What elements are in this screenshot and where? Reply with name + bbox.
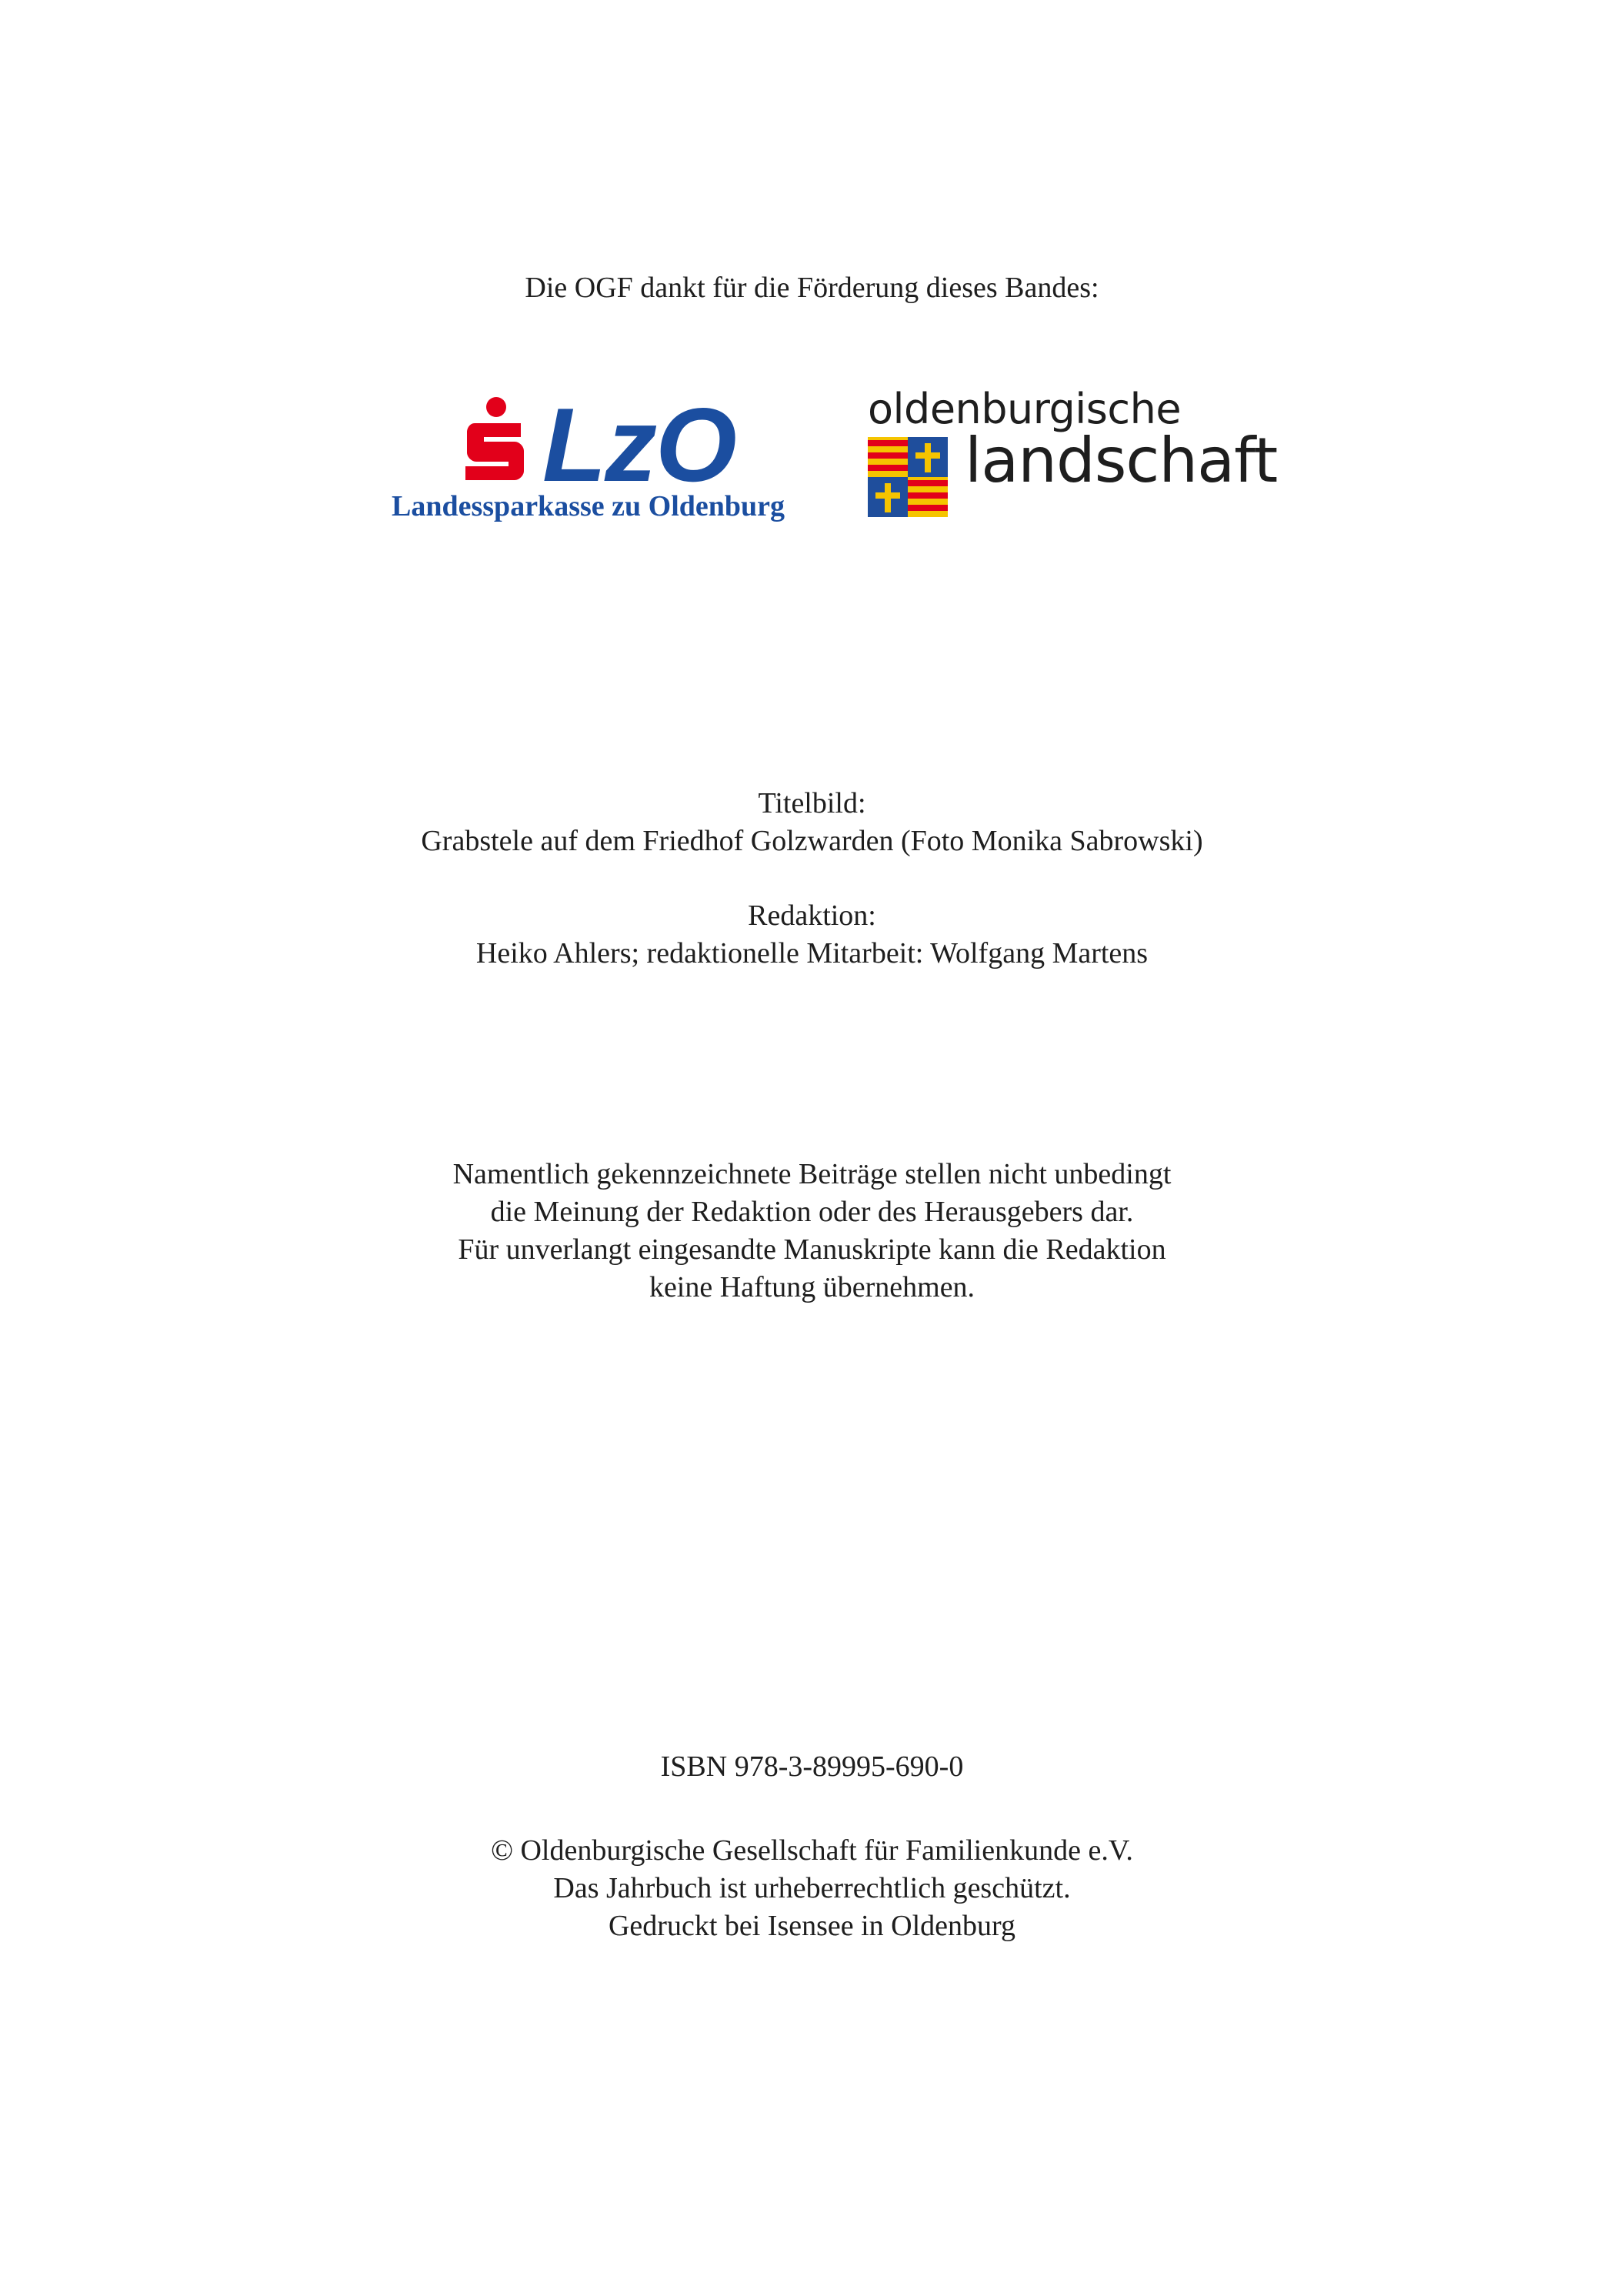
lzo-subline: Landessparkasse zu Oldenburg bbox=[392, 490, 785, 522]
disclaimer-line: keine Haftung übernehmen. bbox=[649, 1271, 975, 1303]
lzo-logo bbox=[388, 386, 789, 529]
oldenburgische-landschaft-logo bbox=[868, 385, 1278, 531]
disclaimer bbox=[0, 1156, 1624, 1307]
cover-text: Grabstele auf dem Friedhof Golzwarden (Foto Monika Sabrowski) bbox=[421, 825, 1203, 857]
landschaft-line2: landschaft bbox=[965, 425, 1278, 496]
imprint bbox=[0, 1832, 1624, 1945]
sponsor-thanks-line: Die OGF dankt für die Förderung dieses Bandes: bbox=[525, 272, 1099, 304]
sparkasse-s-icon bbox=[462, 397, 529, 482]
editorial-heading: Redaktion: bbox=[748, 899, 876, 932]
cover-credit bbox=[0, 785, 1624, 860]
disclaimer-line: die Meinung der Redaktion oder des Herausgebers dar. bbox=[490, 1196, 1134, 1228]
imprint-line: Das Jahrbuch ist urheberrechtlich geschützt. bbox=[553, 1872, 1071, 1904]
isbn: ISBN 978-3-89995-690-0 bbox=[660, 1750, 964, 1783]
imprint-line: Gedruckt bei Isensee in Oldenburg bbox=[608, 1910, 1016, 1942]
disclaimer-line: Namentlich gekennzeichnete Beiträge stellen nicht unbedingt bbox=[452, 1158, 1172, 1190]
landschaft-line1: oldenburgische bbox=[868, 385, 1182, 433]
editorial-text: Heiko Ahlers; redaktionelle Mitarbeit: Wolfgang Martens bbox=[475, 937, 1149, 969]
lzo-wordmark: LzO bbox=[542, 386, 735, 503]
disclaimer-line: Für unverlangt eingesandte Manuskripte kann die Redaktion bbox=[458, 1233, 1166, 1266]
editorial-credit bbox=[0, 897, 1624, 973]
imprint-line: © Oldenburgische Gesellschaft für Familienkunde e.V. bbox=[491, 1834, 1133, 1867]
oldenburg-crest-icon bbox=[868, 437, 948, 517]
cover-heading: Titelbild: bbox=[758, 787, 866, 819]
